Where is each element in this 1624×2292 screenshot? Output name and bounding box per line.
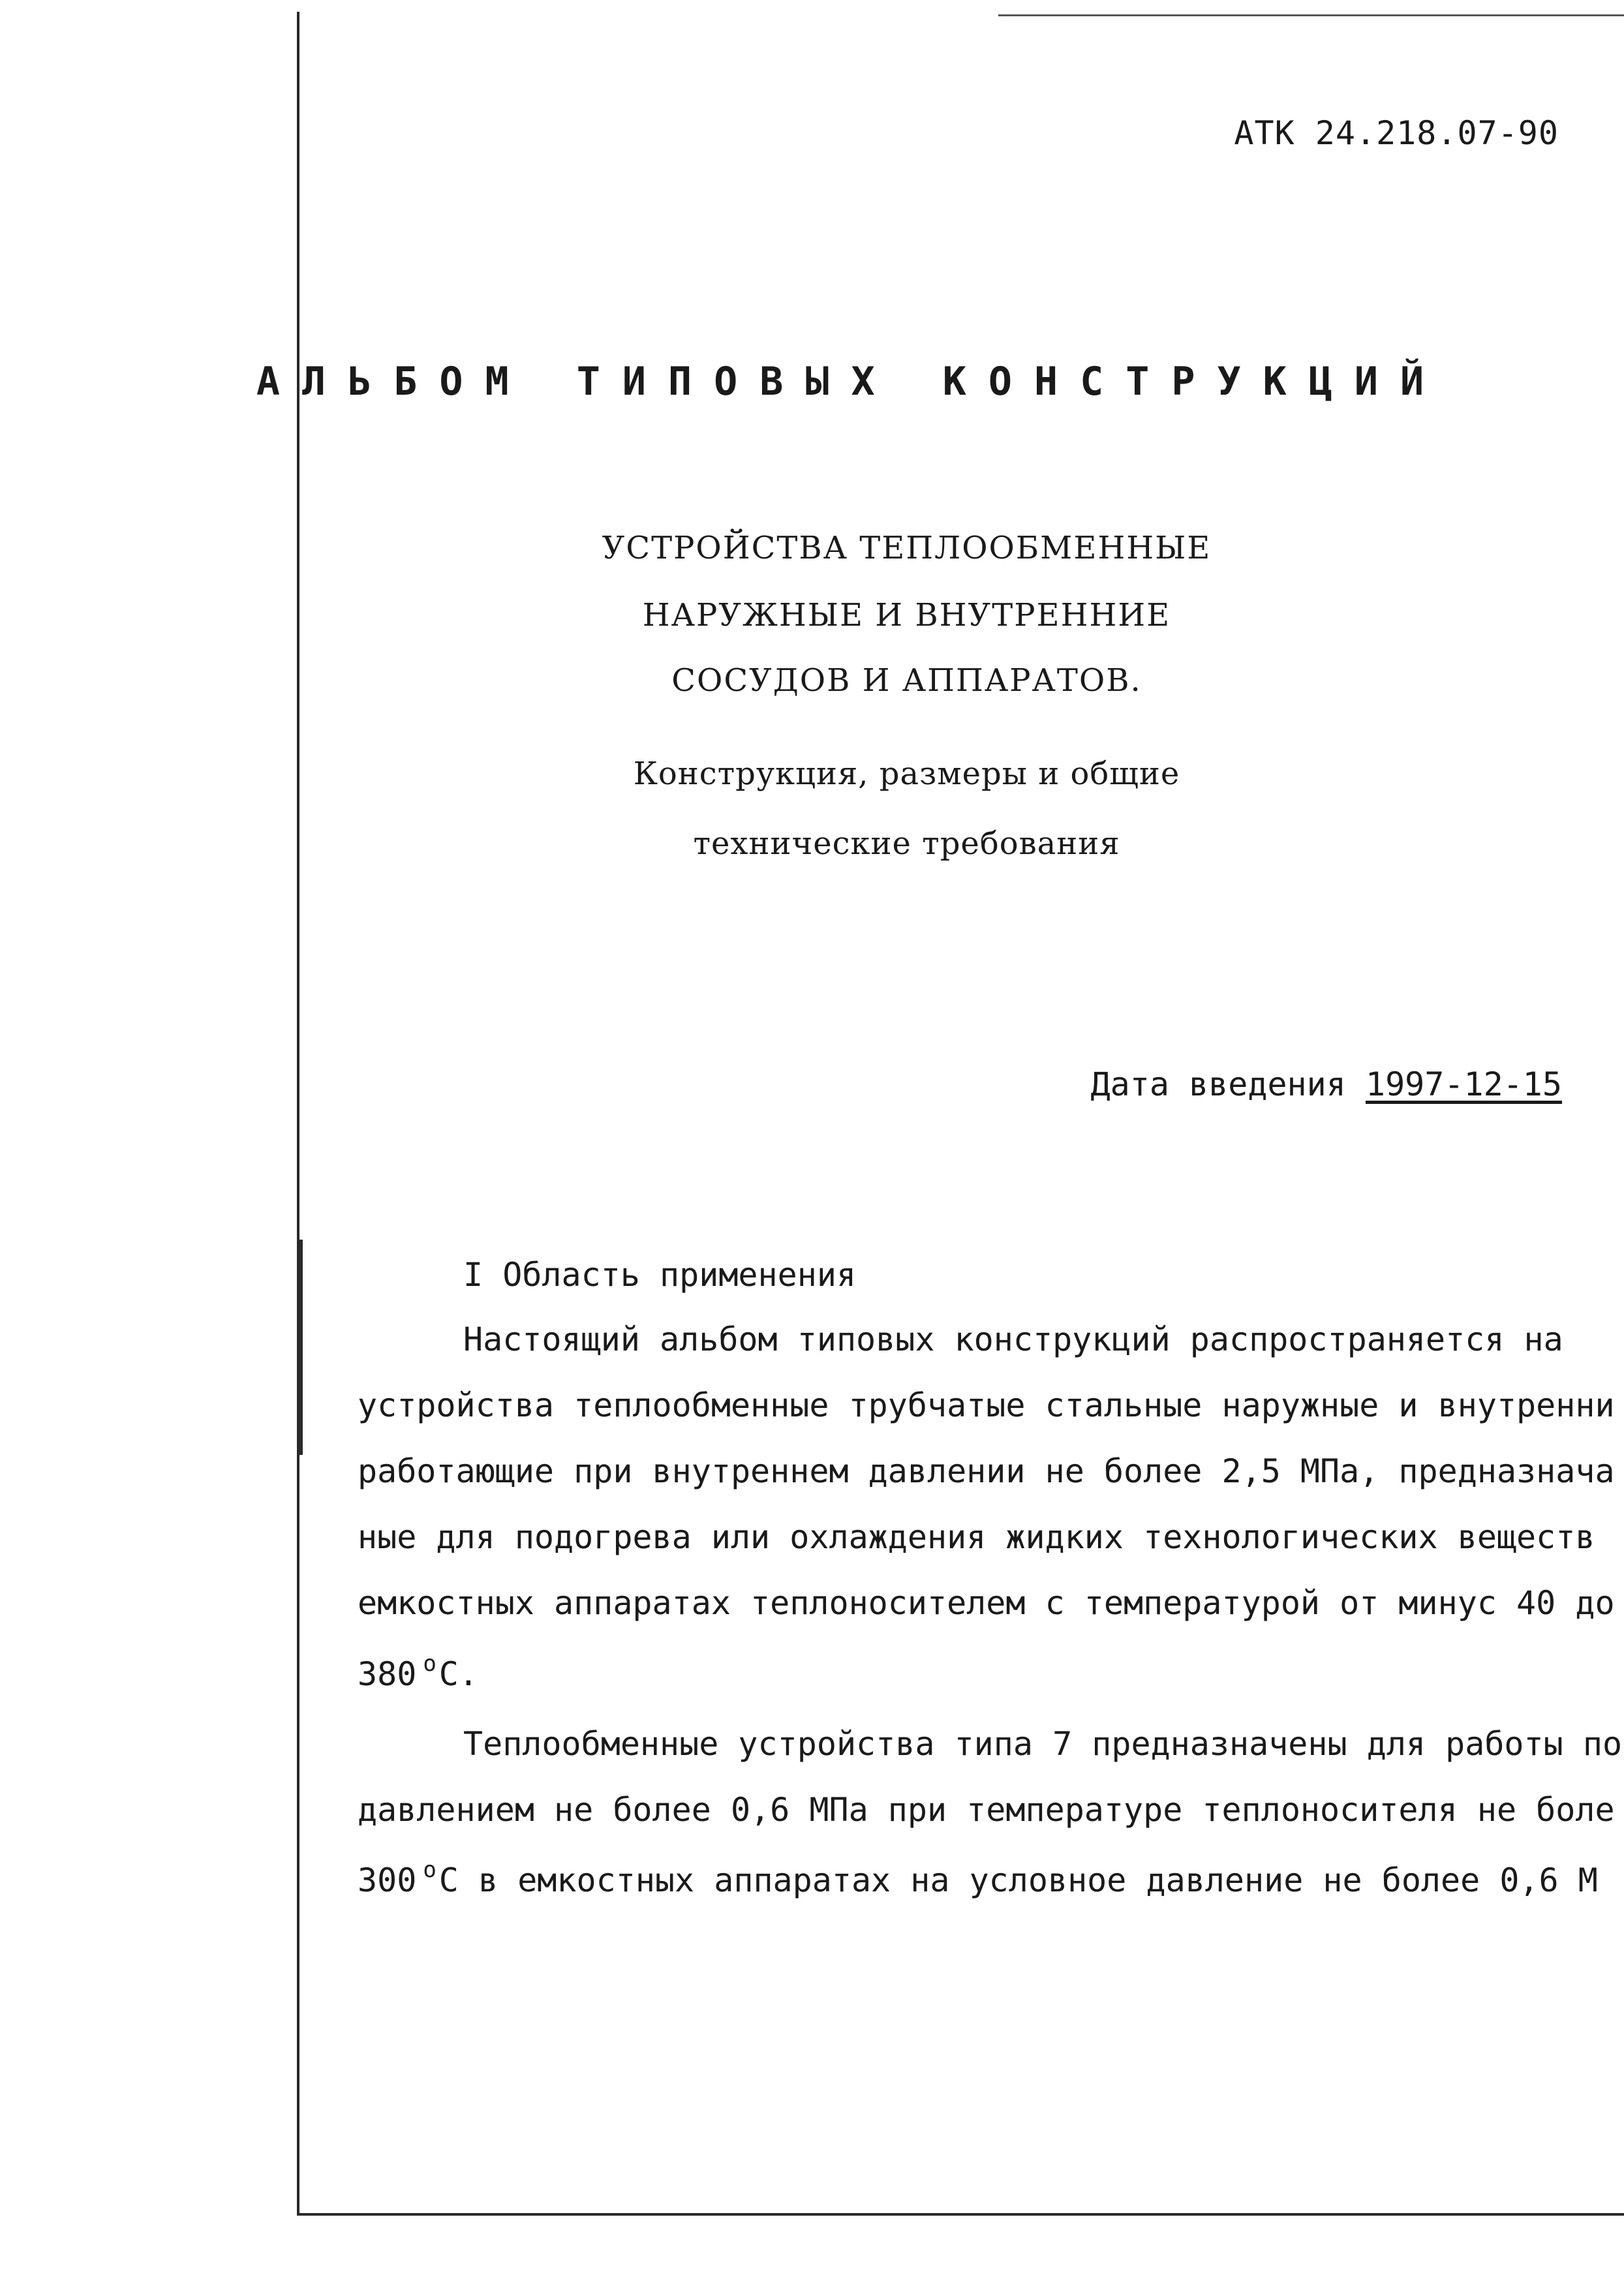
frame-bottom-border bbox=[297, 2213, 1624, 2216]
temperature-unit: С. bbox=[438, 1655, 479, 1693]
date-value: 1997-12-15 bbox=[1365, 1065, 1562, 1103]
subtitle-line-1: УСТРОЙСТВА ТЕПЛООБМЕННЫЕ bbox=[602, 530, 1212, 566]
temperature-value: 300 bbox=[358, 1861, 417, 1899]
introduction-date bbox=[1091, 1065, 1575, 1103]
temperature-value: 380 bbox=[358, 1655, 417, 1693]
paragraph-1-line-5: емкостных аппаратах теплоносителем с температурой от минус 40 до bbox=[358, 1584, 1615, 1622]
frame-top-line bbox=[998, 14, 1624, 16]
paragraph-1-line-6 bbox=[358, 1651, 478, 1693]
paragraph-2-line-3-rest: С в емкостных аппаратах на условное давление не более 0,6 М bbox=[438, 1861, 1598, 1899]
paragraph-2-line-3 bbox=[358, 1857, 1598, 1899]
document-code: АТК 24.218.07-90 bbox=[1234, 114, 1559, 152]
date-label: Дата введения bbox=[1090, 1065, 1346, 1103]
degree-sign: о bbox=[423, 1651, 437, 1677]
album-title: АЛЬБОМ ТИПОВЫХ КОНСТРУКЦИЙ bbox=[256, 359, 1447, 405]
paragraph-1-line-1: Настоящий альбом типовых конструкций распространяется на bbox=[463, 1321, 1563, 1358]
subtitle-line-2: НАРУЖНЫЕ И ВНУТРЕННИЕ bbox=[642, 597, 1171, 634]
section-heading: I Область применения bbox=[463, 1256, 857, 1294]
paragraph-2-line-2: давлением не более 0,6 МПа при температуре теплоносителя не боле bbox=[358, 1791, 1615, 1829]
frame-left-border bbox=[297, 12, 299, 2214]
paragraph-2-line-1: Теплообменные устройства типа 7 предназначены для работы по bbox=[463, 1725, 1623, 1763]
paragraph-1-line-4: ные для подогрева или охлаждения жидких технологических веществ bbox=[358, 1518, 1595, 1556]
paragraph-1-line-2: устройства теплообменные трубчатые стальные наружные и внутренни bbox=[358, 1386, 1615, 1424]
subtitle-line-3: СОСУДОВ И АППАРАТОВ. bbox=[671, 662, 1142, 699]
degree-sign: о bbox=[423, 1857, 437, 1883]
subtitle-line-4: Конструкция, размеры и общие bbox=[633, 756, 1180, 792]
subtitle-line-5: технические требования bbox=[693, 825, 1120, 862]
frame-left-mark bbox=[298, 1240, 303, 1455]
paragraph-1-line-3: работающие при внутреннем давлении не более 2,5 МПа, предназнача bbox=[358, 1452, 1615, 1490]
